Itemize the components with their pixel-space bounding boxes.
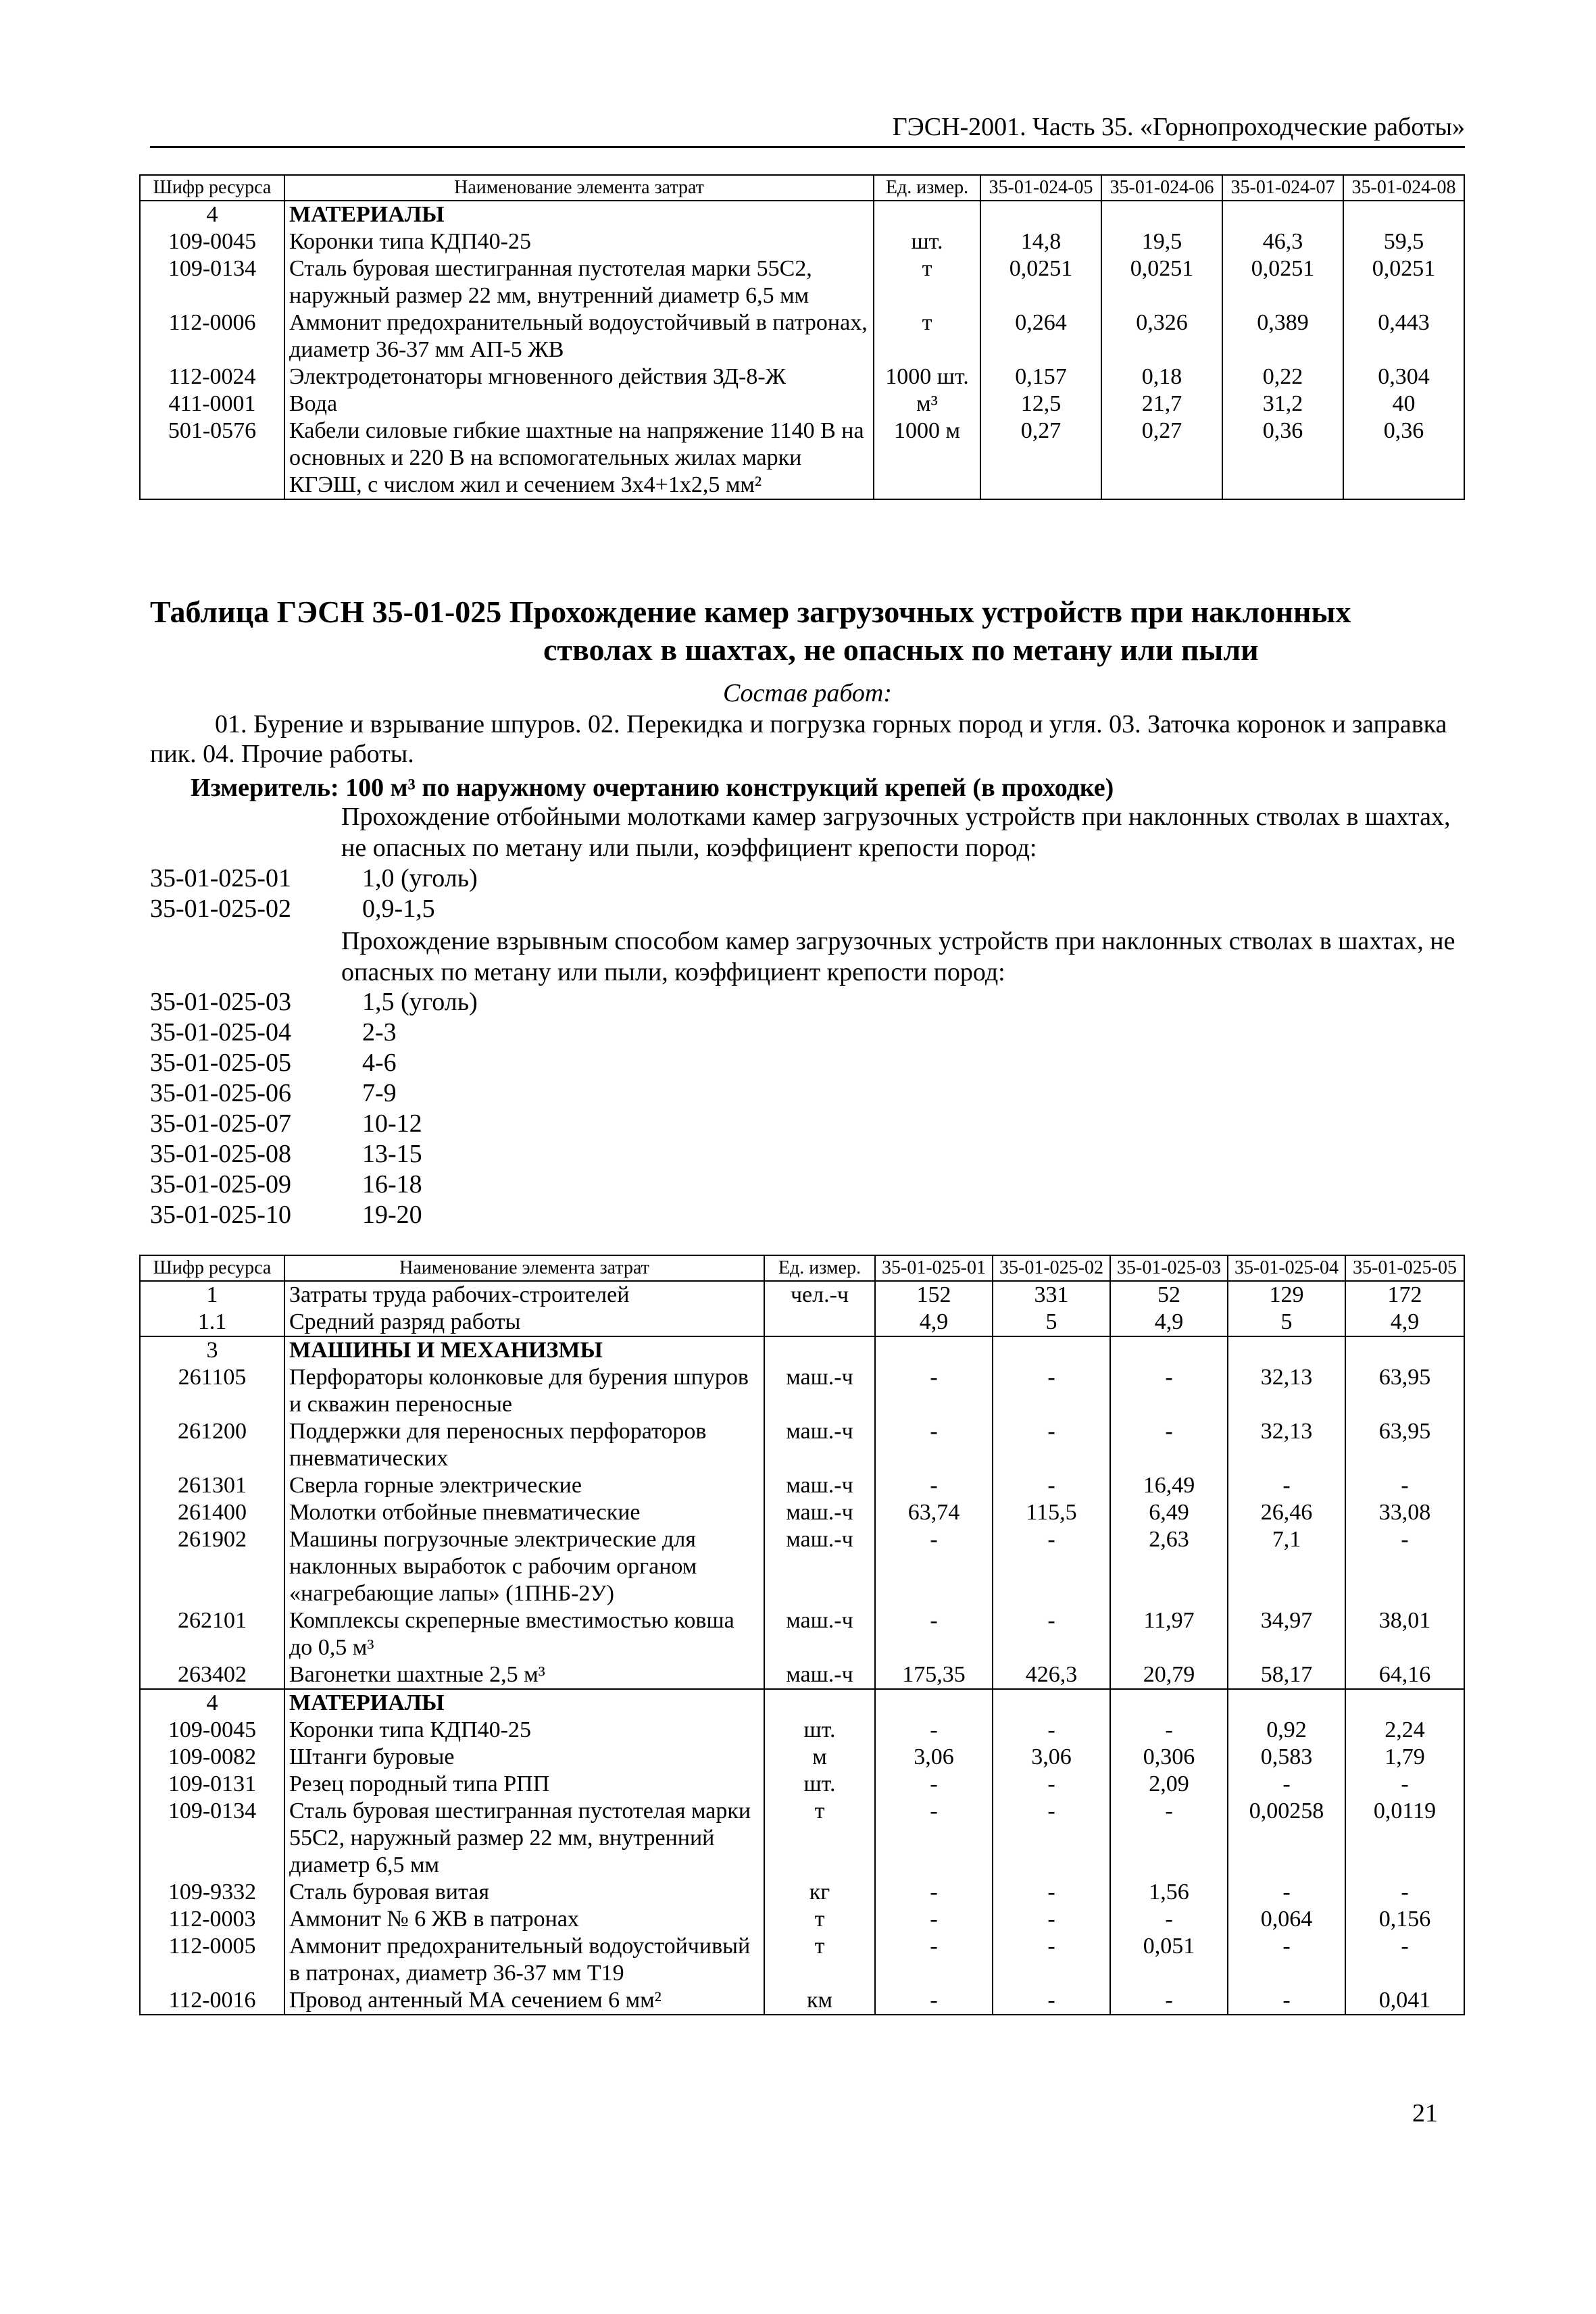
value-cell: -	[875, 1526, 993, 1607]
table-row	[140, 1771, 1464, 1798]
unit-cell: маш.-ч	[764, 1526, 875, 1607]
value-cell: 33,08	[1345, 1499, 1464, 1526]
rate-item	[150, 1078, 397, 1108]
value-cell: -	[875, 1879, 993, 1906]
cost-element-name: Поддержки для переносных перфораторов пневматических	[284, 1418, 764, 1472]
table-row	[140, 1472, 1464, 1499]
value-cell: -	[1110, 1364, 1228, 1418]
value-cell: -	[993, 1607, 1110, 1661]
cost-element-name: Молотки отбойные пневматические	[284, 1499, 764, 1526]
value-cell	[1222, 201, 1343, 228]
value-cell: -	[993, 1933, 1110, 1987]
table-title-line-2: стволах в шахтах, не опасных по метану или пыли	[543, 632, 1259, 667]
cost-element-name: Аммонит № 6 ЖВ в патронах	[284, 1906, 764, 1933]
value-cell: -	[875, 1607, 993, 1661]
rate-code: 35-01-025-04	[150, 1018, 291, 1047]
rate-label: 16-18	[362, 1170, 422, 1199]
resource-code: 112-0003	[140, 1906, 284, 1933]
table-row	[140, 309, 1464, 363]
unit-cell: т	[764, 1906, 875, 1933]
value-cell: 0,0251	[1101, 255, 1222, 309]
value-cell: 0,0251	[1222, 255, 1343, 309]
value-cell: 21,7	[1101, 391, 1222, 418]
cost-element-name: Аммонит предохранительный водоустойчивый в патронах, диаметр 36-37 мм АП-5 ЖВ	[284, 309, 874, 363]
resource-code: 261902	[140, 1526, 284, 1607]
rate-item	[150, 1169, 422, 1199]
rate-code: 35-01-025-09	[150, 1170, 291, 1199]
section-row	[140, 1689, 1464, 1717]
unit-cell: маш.-ч	[764, 1499, 875, 1526]
table-row	[140, 1717, 1464, 1744]
resource-code: 112-0016	[140, 1987, 284, 2015]
value-cell: 3,06	[875, 1744, 993, 1771]
value-cell: 0,041	[1345, 1987, 1464, 2015]
rate-item	[150, 1139, 422, 1169]
value-cell: 7,1	[1228, 1526, 1345, 1607]
rate-code: 35-01-025-10	[150, 1201, 291, 1229]
value-cell: 4,9	[1345, 1309, 1464, 1336]
value-cell: -	[993, 1364, 1110, 1418]
value-cell: -	[993, 1879, 1110, 1906]
value-cell: 175,35	[875, 1661, 993, 1689]
resource-code: 112-0006	[140, 309, 284, 363]
cost-element-name: Электродетонаторы мгновенного действия ЗД-8-Ж	[284, 363, 874, 391]
table-row	[140, 1798, 1464, 1879]
resource-table-35-01-024	[139, 174, 1465, 500]
value-cell: 20,79	[1110, 1661, 1228, 1689]
value-cell: 0,36	[1343, 418, 1464, 499]
resource-code: 112-0005	[140, 1933, 284, 1987]
value-cell: -	[1345, 1526, 1464, 1607]
header-rate-code: 35-01-025-03	[1110, 1255, 1228, 1281]
value-cell: -	[1228, 1933, 1345, 1987]
table-row	[140, 1906, 1464, 1933]
unit-cell: т	[764, 1798, 875, 1879]
value-cell	[1343, 201, 1464, 228]
unit-cell	[764, 1689, 875, 1717]
unit-cell: 1000 м	[874, 418, 980, 499]
value-cell: 0,36	[1222, 418, 1343, 499]
unit-cell	[874, 201, 980, 228]
rate-label: 1,0 (уголь)	[362, 864, 478, 892]
table-header-row	[140, 1255, 1464, 1281]
value-cell: -	[993, 1771, 1110, 1798]
value-cell: 32,13	[1228, 1364, 1345, 1418]
table-row	[140, 228, 1464, 255]
rate-code: 35-01-025-01	[150, 864, 291, 892]
unit-cell: маш.-ч	[764, 1472, 875, 1499]
value-cell: 0,27	[1101, 418, 1222, 499]
unit-cell: маш.-ч	[764, 1607, 875, 1661]
value-cell: -	[993, 1717, 1110, 1744]
unit-cell	[764, 1309, 875, 1336]
value-cell: -	[875, 1933, 993, 1987]
header-rate-code: 35-01-025-04	[1228, 1255, 1345, 1281]
value-cell: -	[1345, 1472, 1464, 1499]
value-cell: -	[993, 1418, 1110, 1472]
value-cell: 38,01	[1345, 1607, 1464, 1661]
value-cell: 115,5	[993, 1499, 1110, 1526]
value-cell: 0,22	[1222, 363, 1343, 391]
section-row	[140, 1336, 1464, 1364]
composition-label: Состав работ:	[722, 679, 893, 707]
cost-element-name: Машины погрузочные электрические для наклонных выработок с рабочим органом «нагребающие лапы» (1ПНБ-2У)	[284, 1526, 764, 1607]
rate-label: 7-9	[362, 1079, 397, 1107]
cost-element-name: МАТЕРИАЛЫ	[284, 201, 874, 228]
cost-element-name: Провод антенный МА сечением 6 мм²	[284, 1987, 764, 2015]
resource-code: 262101	[140, 1607, 284, 1661]
value-cell: -	[993, 1906, 1110, 1933]
header-rate-code: 35-01-025-05	[1345, 1255, 1464, 1281]
resource-code: 109-0131	[140, 1771, 284, 1798]
value-cell: -	[1110, 1906, 1228, 1933]
value-cell: 16,49	[1110, 1472, 1228, 1499]
value-cell: -	[993, 1526, 1110, 1607]
value-cell: 11,97	[1110, 1607, 1228, 1661]
value-cell	[993, 1689, 1110, 1717]
resource-code: 4	[140, 1689, 284, 1717]
value-cell: -	[1228, 1987, 1345, 2015]
value-cell: 14,8	[980, 228, 1101, 255]
resource-code: 109-0134	[140, 1798, 284, 1879]
value-cell: -	[1345, 1771, 1464, 1798]
measurement-unit: Измеритель: 100 м³ по наружному очертанию конструкций крепей (в проходке)	[191, 774, 1114, 802]
rate-code: 35-01-025-05	[150, 1049, 291, 1077]
value-cell	[1228, 1689, 1345, 1717]
value-cell: 59,5	[1343, 228, 1464, 255]
value-cell: 172	[1345, 1281, 1464, 1309]
table-row	[140, 1526, 1464, 1607]
header-resource-code: Шифр ресурса	[140, 175, 284, 201]
header-rate-code: 35-01-025-02	[993, 1255, 1110, 1281]
value-cell: 64,16	[1345, 1661, 1464, 1689]
value-cell: 63,95	[1345, 1418, 1464, 1472]
value-cell: 4,9	[875, 1309, 993, 1336]
value-cell: 0,0119	[1345, 1798, 1464, 1879]
value-cell: -	[993, 1472, 1110, 1499]
rate-item	[150, 1109, 422, 1138]
value-cell: 5	[1228, 1309, 1345, 1336]
cost-element-name: Вода	[284, 391, 874, 418]
value-cell: -	[875, 1717, 993, 1744]
value-cell: 2,63	[1110, 1526, 1228, 1607]
value-cell: 129	[1228, 1281, 1345, 1309]
rate-item	[150, 1017, 397, 1047]
rate-label: 19-20	[362, 1201, 422, 1229]
value-cell: 0,326	[1101, 309, 1222, 363]
unit-cell: кг	[764, 1879, 875, 1906]
table-row	[140, 391, 1464, 418]
value-cell: 0,064	[1228, 1906, 1345, 1933]
cost-element-name: Затраты труда рабочих-строителей	[284, 1281, 764, 1309]
unit-cell: т	[874, 255, 980, 309]
header-rate-code: 35-01-024-07	[1222, 175, 1343, 201]
table-row	[140, 1879, 1464, 1906]
value-cell: 19,5	[1101, 228, 1222, 255]
cost-element-name: Комплексы скреперные вместимостью ковша до 0,5 м³	[284, 1607, 764, 1661]
unit-cell: шт.	[764, 1717, 875, 1744]
header-unit: Ед. измер.	[874, 175, 980, 201]
header-rate-code: 35-01-024-08	[1343, 175, 1464, 201]
value-cell: 26,46	[1228, 1499, 1345, 1526]
value-cell: 31,2	[1222, 391, 1343, 418]
header-rate-code: 35-01-024-06	[1101, 175, 1222, 201]
cost-element-name: МАТЕРИАЛЫ	[284, 1689, 764, 1717]
table-row	[140, 418, 1464, 499]
value-cell: 1,56	[1110, 1879, 1228, 1906]
value-cell: 0,583	[1228, 1744, 1345, 1771]
composition-text: 01. Бурение и взрывание шпуров. 02. Перекидка и погрузка горных пород и угля. 03. Заточка коронок и заправка пик. 04. Прочие работы.	[150, 710, 1447, 768]
cost-element-name: МАШИНЫ И МЕХАНИЗМЫ	[284, 1336, 764, 1364]
value-cell: 0,00258	[1228, 1798, 1345, 1879]
value-cell	[1101, 201, 1222, 228]
cost-element-name: Перфораторы колонковые для бурения шпуров и скважин переносные	[284, 1364, 764, 1418]
unit-cell	[764, 1336, 875, 1364]
cost-element-name: Сверла горные электрические	[284, 1472, 764, 1499]
cost-element-name: Сталь буровая шестигранная пустотелая марки 55С2, наружный размер 22 мм, внутренний диаметр 6,5 мм	[284, 1798, 764, 1879]
header-resource-code: Шифр ресурса	[140, 1255, 284, 1281]
value-cell: -	[1110, 1418, 1228, 1472]
unit-cell: км	[764, 1987, 875, 2015]
resource-code: 1.1	[140, 1309, 284, 1336]
unit-cell: м	[764, 1744, 875, 1771]
resource-table-35-01-025	[139, 1255, 1465, 2015]
value-cell: 0,157	[980, 363, 1101, 391]
rate-code: 35-01-025-02	[150, 895, 291, 923]
value-cell: -	[875, 1771, 993, 1798]
value-cell: 3,06	[993, 1744, 1110, 1771]
value-cell	[993, 1336, 1110, 1364]
value-cell: 0,156	[1345, 1906, 1464, 1933]
value-cell: -	[1228, 1771, 1345, 1798]
resource-code: 109-0082	[140, 1744, 284, 1771]
cost-element-name: Штанги буровые	[284, 1744, 764, 1771]
value-cell: 40	[1343, 391, 1464, 418]
resource-code: 261301	[140, 1472, 284, 1499]
cost-element-name: Вагонетки шахтные 2,5 м³	[284, 1661, 764, 1689]
value-cell: 2,09	[1110, 1771, 1228, 1798]
rate-item	[150, 987, 478, 1017]
running-header: ГЭСН-2001. Часть 35. «Горнопроходческие работы»	[150, 112, 1465, 148]
cost-element-name: Средний разряд работы	[284, 1309, 764, 1336]
value-cell: 34,97	[1228, 1607, 1345, 1661]
value-cell: -	[875, 1987, 993, 2015]
unit-cell: т	[874, 309, 980, 363]
unit-cell: шт.	[764, 1771, 875, 1798]
value-cell: 0,306	[1110, 1744, 1228, 1771]
unit-cell: маш.-ч	[764, 1364, 875, 1418]
unit-cell: м³	[874, 391, 980, 418]
value-cell: -	[1345, 1879, 1464, 1906]
value-cell: 6,49	[1110, 1499, 1228, 1526]
resource-code: 112-0024	[140, 363, 284, 391]
header-rate-code: 35-01-025-01	[875, 1255, 993, 1281]
value-cell: 426,3	[993, 1661, 1110, 1689]
rate-item	[150, 1048, 397, 1078]
table-title-line-1: Таблица ГЭСН 35-01-025 Прохождение камер загрузочных устройств при наклонных	[150, 595, 1351, 629]
cost-element-name: Кабели силовые гибкие шахтные на напряжение 1140 В на основных и 220 В на вспомогательных жилах марки КГЭШ, с числом жил и сечением 3х4+1х2,5 мм²	[284, 418, 874, 499]
rate-label: 0,9-1,5	[362, 895, 435, 923]
table-row	[140, 1309, 1464, 1336]
value-cell: 0,0251	[1343, 255, 1464, 309]
resource-code: 501-0576	[140, 418, 284, 499]
value-cell	[875, 1336, 993, 1364]
cost-element-name: Коронки типа КДП40-25	[284, 1717, 764, 1744]
table-row	[140, 1418, 1464, 1472]
cost-element-name: Аммонит предохранительный водоустойчивый в патронах, диаметр 36-37 мм Т19	[284, 1933, 764, 1987]
value-cell	[1345, 1689, 1464, 1717]
rate-item	[150, 894, 435, 924]
resource-code: 411-0001	[140, 391, 284, 418]
value-cell	[1228, 1336, 1345, 1364]
header-cost-element: Наименование элемента затрат	[284, 175, 874, 201]
value-cell: -	[993, 1987, 1110, 2015]
resource-code: 263402	[140, 1661, 284, 1689]
value-cell: 2,24	[1345, 1717, 1464, 1744]
rate-label: 10-12	[362, 1109, 422, 1138]
resource-code: 109-0045	[140, 228, 284, 255]
resource-code: 261200	[140, 1418, 284, 1472]
resource-code: 3	[140, 1336, 284, 1364]
value-cell: 0,92	[1228, 1717, 1345, 1744]
value-cell: 4,9	[1110, 1309, 1228, 1336]
table-row	[140, 1933, 1464, 1987]
unit-cell: маш.-ч	[764, 1661, 875, 1689]
group-description-blasting: Прохождение взрывным способом камер загрузочных устройств при наклонных стволах в шахтах, не опасных по метану или пыли, коэффициент крепости пород:	[341, 927, 1455, 986]
value-cell: -	[1345, 1933, 1464, 1987]
value-cell: 152	[875, 1281, 993, 1309]
value-cell: -	[875, 1364, 993, 1418]
cost-element-name: Коронки типа КДП40-25	[284, 228, 874, 255]
value-cell: -	[875, 1906, 993, 1933]
value-cell: 46,3	[1222, 228, 1343, 255]
resource-code: 109-0045	[140, 1717, 284, 1744]
cost-element-name: Резец породный типа РПП	[284, 1771, 764, 1798]
value-cell	[1345, 1336, 1464, 1364]
rate-code: 35-01-025-08	[150, 1140, 291, 1168]
rate-item	[150, 863, 478, 893]
table-row	[140, 1281, 1464, 1309]
header-cost-element: Наименование элемента затрат	[284, 1255, 764, 1281]
value-cell	[1110, 1336, 1228, 1364]
value-cell: 12,5	[980, 391, 1101, 418]
table-row	[140, 1744, 1464, 1771]
rate-label: 2-3	[362, 1018, 397, 1047]
value-cell: -	[875, 1418, 993, 1472]
value-cell: 0,051	[1110, 1933, 1228, 1987]
value-cell: 63,74	[875, 1499, 993, 1526]
value-cell: -	[993, 1798, 1110, 1879]
value-cell	[1110, 1689, 1228, 1717]
table-row	[140, 1661, 1464, 1689]
section-row	[140, 201, 1464, 228]
value-cell: 0,389	[1222, 309, 1343, 363]
table-header-row	[140, 175, 1464, 201]
resource-code: 1	[140, 1281, 284, 1309]
rate-label: 1,5 (уголь)	[362, 988, 478, 1016]
resource-code: 109-0134	[140, 255, 284, 309]
table-row	[140, 255, 1464, 309]
resource-code: 4	[140, 201, 284, 228]
value-cell: -	[1110, 1717, 1228, 1744]
cost-element-name: Сталь буровая витая	[284, 1879, 764, 1906]
unit-cell: маш.-ч	[764, 1418, 875, 1472]
value-cell: -	[1228, 1472, 1345, 1499]
table-row	[140, 1364, 1464, 1418]
value-cell: 58,17	[1228, 1661, 1345, 1689]
resource-code: 261400	[140, 1499, 284, 1526]
value-cell: 32,13	[1228, 1418, 1345, 1472]
unit-cell: т	[764, 1933, 875, 1987]
rate-label: 4-6	[362, 1049, 397, 1077]
table-row	[140, 363, 1464, 391]
value-cell: 331	[993, 1281, 1110, 1309]
rate-code: 35-01-025-03	[150, 988, 291, 1016]
value-cell	[875, 1689, 993, 1717]
value-cell: -	[1110, 1987, 1228, 2015]
value-cell: 0,443	[1343, 309, 1464, 363]
table-row	[140, 1499, 1464, 1526]
value-cell: 0,0251	[980, 255, 1101, 309]
unit-cell: шт.	[874, 228, 980, 255]
value-cell	[980, 201, 1101, 228]
value-cell: -	[1110, 1798, 1228, 1879]
value-cell: -	[1228, 1879, 1345, 1906]
table-row	[140, 1987, 1464, 2015]
rate-code: 35-01-025-07	[150, 1109, 291, 1138]
resource-code: 109-9332	[140, 1879, 284, 1906]
unit-cell: 1000 шт.	[874, 363, 980, 391]
value-cell: 52	[1110, 1281, 1228, 1309]
value-cell: 63,95	[1345, 1364, 1464, 1418]
value-cell: 0,304	[1343, 363, 1464, 391]
rate-item	[150, 1200, 422, 1230]
value-cell: -	[875, 1472, 993, 1499]
table-row	[140, 1607, 1464, 1661]
header-unit: Ед. измер.	[764, 1255, 875, 1281]
rate-code: 35-01-025-06	[150, 1079, 291, 1107]
value-cell: 5	[993, 1309, 1110, 1336]
value-cell: 0,27	[980, 418, 1101, 499]
value-cell: 0,264	[980, 309, 1101, 363]
resource-code: 261105	[140, 1364, 284, 1418]
header-rate-code: 35-01-024-05	[980, 175, 1101, 201]
unit-cell: чел.-ч	[764, 1281, 875, 1309]
table-title	[150, 593, 1465, 669]
value-cell: -	[875, 1798, 993, 1879]
value-cell: 0,18	[1101, 363, 1222, 391]
rate-label: 13-15	[362, 1140, 422, 1168]
value-cell: 1,79	[1345, 1744, 1464, 1771]
page-number: 21	[1412, 2099, 1438, 2128]
cost-element-name: Сталь буровая шестигранная пустотелая марки 55С2, наружный размер 22 мм, внутренний диаметр 6,5 мм	[284, 255, 874, 309]
group-description-hammers: Прохождение отбойными молотками камер загрузочных устройств при наклонных стволах в шахтах, не опасных по метану или пыли, коэффициент крепости пород:	[341, 803, 1451, 862]
